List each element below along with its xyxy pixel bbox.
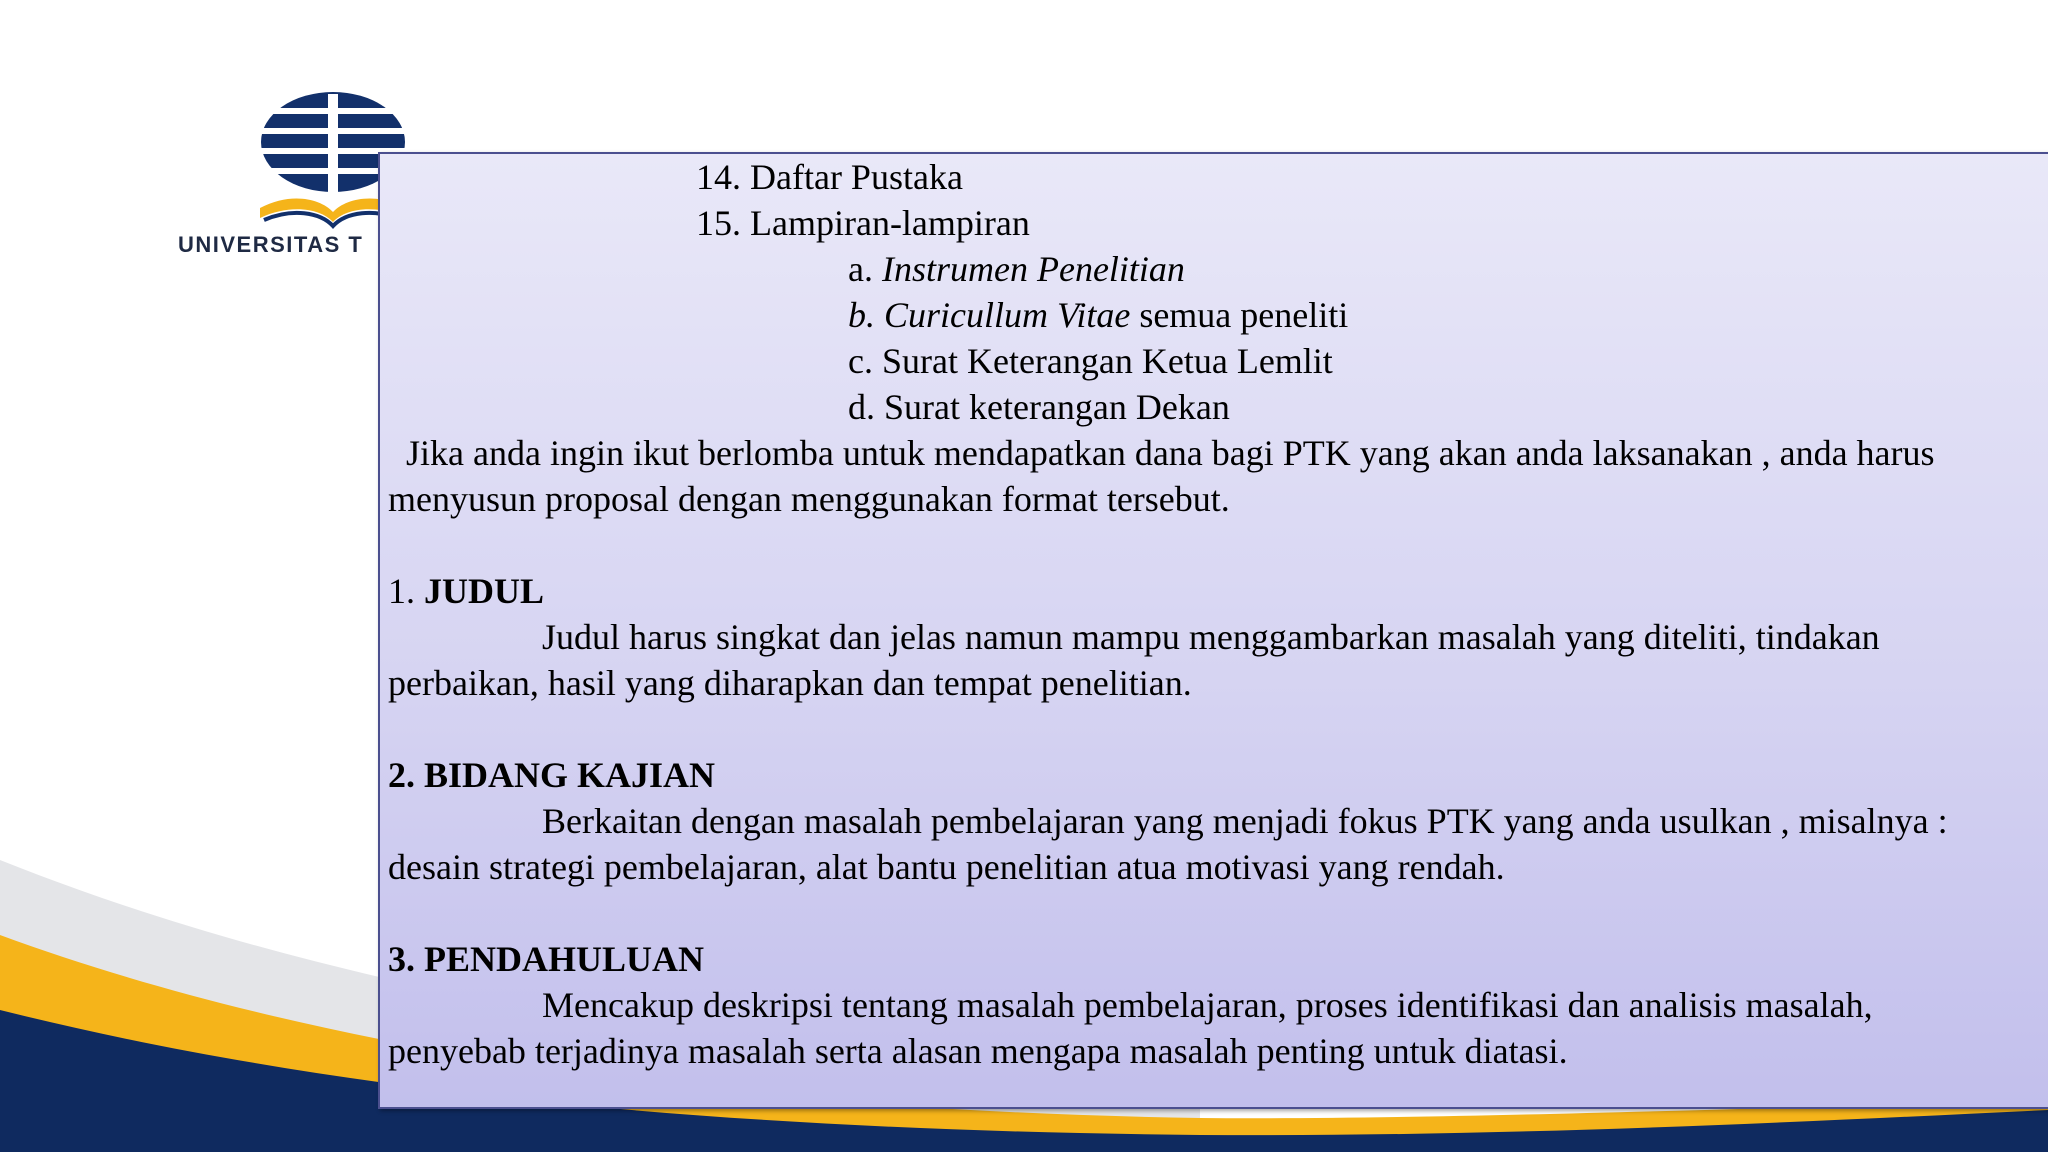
sub-item-c: c. Surat Keterangan Ketua Lemlit xyxy=(848,341,1333,381)
bidang-line-2: desain strategi pembelajaran, alat bantu penelitian atua motivasi yang rendah. xyxy=(388,847,1505,887)
pendahuluan-line-2: penyebab terjadinya masalah serta alasan mengapa masalah penting untuk diatasi. xyxy=(388,1031,1568,1071)
pendahuluan-line-1: Mencakup deskripsi tentang masalah pembelajaran, proses identifikasi dan analisis masalah, xyxy=(542,985,1873,1025)
list-item-lampiran: 15. Lampiran-lampiran xyxy=(696,203,1030,243)
content-panel xyxy=(378,152,2048,1109)
list-item-daftar-pustaka: 14. Daftar Pustaka xyxy=(696,157,963,197)
sub-item-b xyxy=(848,292,1348,338)
sub-item-a-prefix: a. xyxy=(848,249,882,289)
judul-line-2: perbaikan, hasil yang diharapkan dan tempat penelitian. xyxy=(388,663,1192,703)
section-heading-pendahuluan: 3. PENDAHULUAN xyxy=(388,939,705,979)
section-number: 1. xyxy=(388,571,424,611)
bidang-line-1: Berkaitan dengan masalah pembelajaran yang menjadi fokus PTK yang anda usulkan , misalnya : xyxy=(542,801,1948,841)
section-title-judul: JUDUL xyxy=(424,571,545,611)
judul-line-1: Judul harus singkat dan jelas namun mampu menggambarkan masalah yang diteliti, tindakan xyxy=(542,617,1880,657)
section-heading-judul xyxy=(388,568,544,614)
sub-item-a xyxy=(848,246,1185,292)
sub-item-b-rest: semua peneliti xyxy=(1130,295,1349,335)
logo-wordmark: UNIVERSITAS T xyxy=(178,232,364,257)
sub-item-a-text: Instrumen Penelitian xyxy=(881,249,1185,289)
section-heading-bidang-kajian: 2. BIDANG KAJIAN xyxy=(388,755,716,795)
intro-line-2: menyusun proposal dengan menggunakan format tersebut. xyxy=(388,479,1230,519)
sub-item-b-italic: b. Curicullum Vitae xyxy=(848,295,1131,335)
intro-line-1: Jika anda ingin ikut berlomba untuk mendapatkan dana bagi PTK yang akan anda laksanakan , anda harus xyxy=(406,433,1935,473)
sub-item-d: d. Surat keterangan Dekan xyxy=(848,387,1230,427)
